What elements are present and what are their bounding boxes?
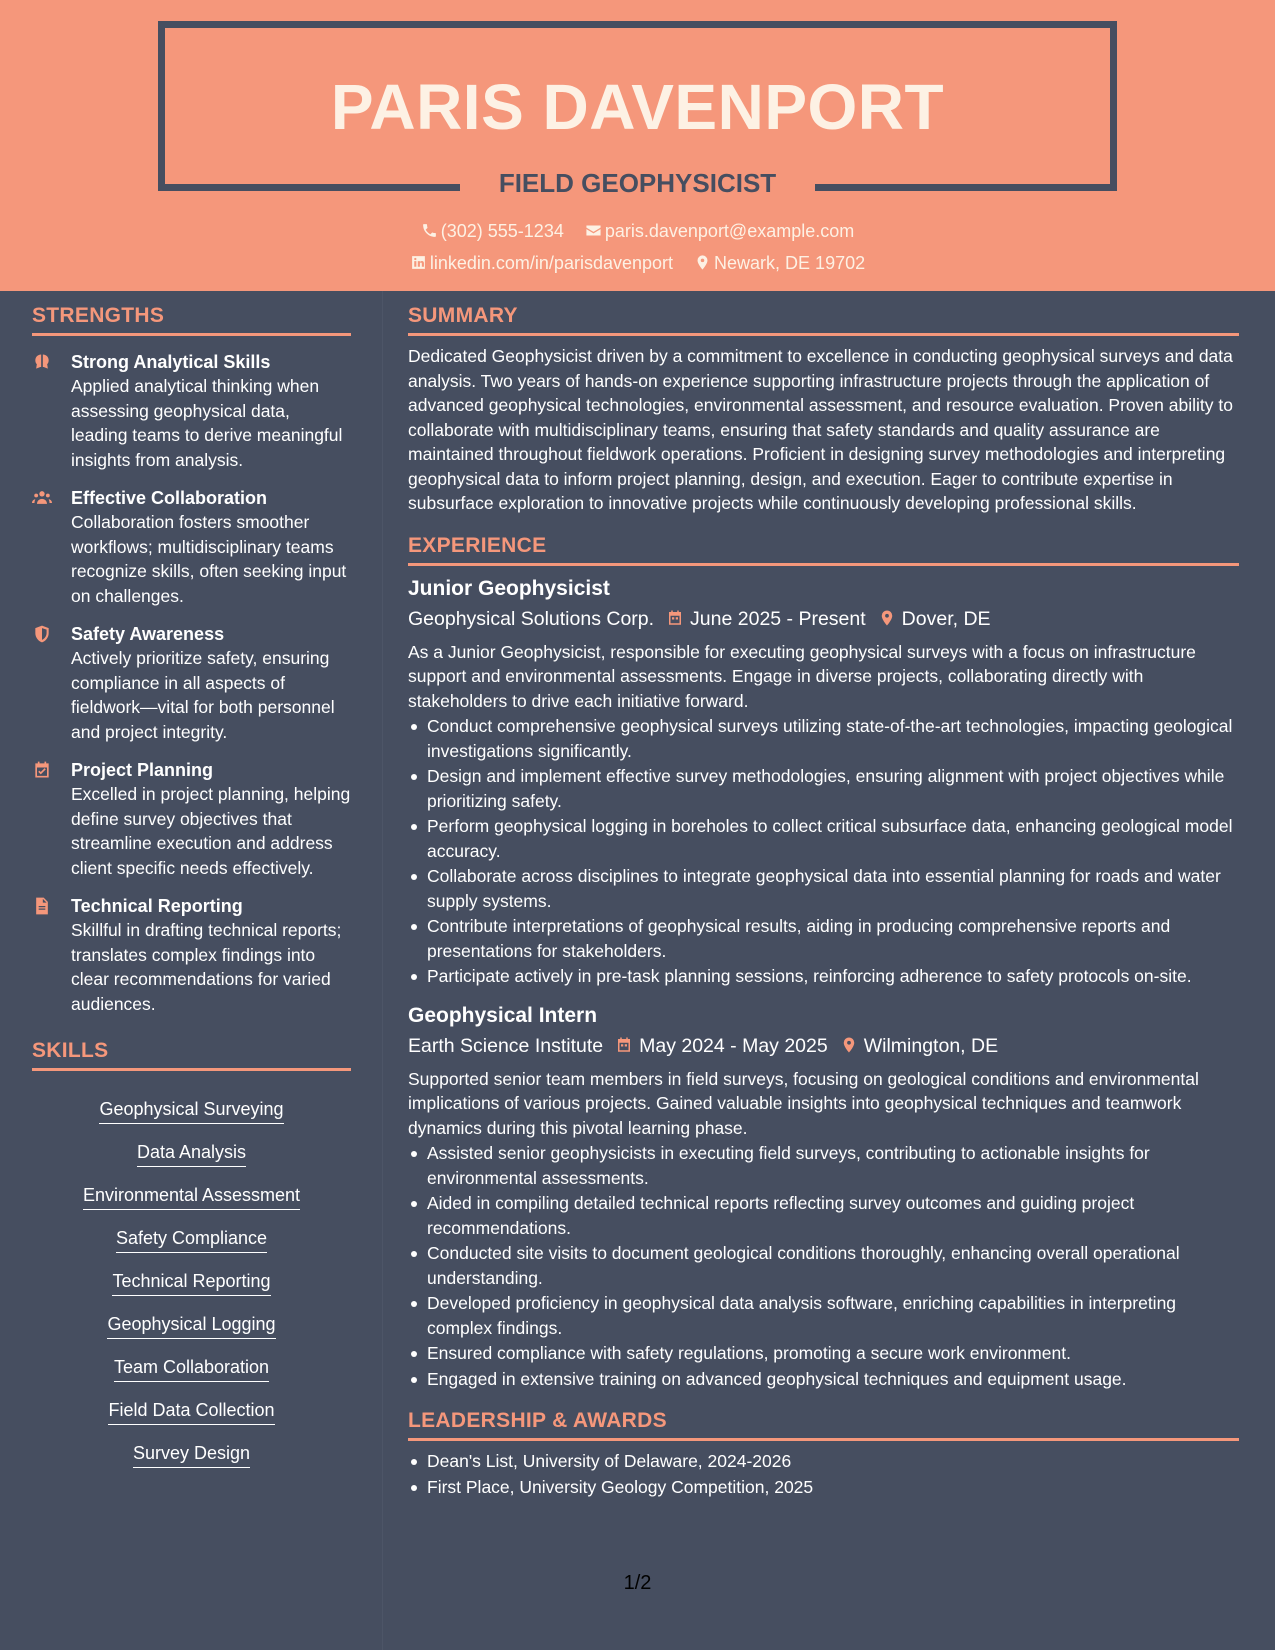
strength-title: Strong Analytical Skills xyxy=(71,352,271,372)
job-dates: June 2025 - Present xyxy=(690,607,866,630)
job-description: As a Junior Geophysicist, responsible for executing geophysical surveys with a focus on infrastructure support and environmental assessments. Engage in diverse projects, collaborating directly with stakeholders to drive each initiative forward. xyxy=(408,641,1196,711)
job-bullets xyxy=(408,714,1239,989)
strength-item xyxy=(32,758,351,880)
skill-item: Field Data Collection xyxy=(32,1382,351,1425)
job-meta xyxy=(408,1031,1239,1061)
strength-desc: Collaboration fosters smoother workflows; multidisciplinary teams recognize skills, often seeking input on challenges. xyxy=(71,512,347,606)
brain-icon xyxy=(32,352,54,372)
skill-item: Geophysical Logging xyxy=(32,1296,351,1339)
email-text: paris.davenport@example.com xyxy=(604,221,855,241)
strength-title: Project Planning xyxy=(71,760,214,780)
job-meta xyxy=(408,604,1239,634)
column-divider xyxy=(382,291,383,1650)
job-title: FIELD GEOPHYSICIST xyxy=(498,168,777,198)
job-entry xyxy=(408,1001,1239,1392)
job-location: Dover, DE xyxy=(901,607,991,630)
strength-item xyxy=(32,622,351,744)
strength-item xyxy=(32,486,351,608)
experience-heading: EXPERIENCE xyxy=(408,534,1239,566)
list-item: Dean's List, University of Delaware, 2024-2026 xyxy=(408,1449,1239,1474)
calendar-icon xyxy=(615,1036,633,1054)
list-item: Ensured compliance with safety regulations, promoting a secure work environment. xyxy=(408,1341,1239,1366)
people-icon xyxy=(32,488,54,508)
calendar-icon xyxy=(666,609,684,627)
linkedin-text: linkedin.com/in/parisdavenport xyxy=(429,253,674,273)
skills-heading: SKILLS xyxy=(32,1039,351,1071)
strength-title: Technical Reporting xyxy=(71,896,243,916)
skill-item: Technical Reporting xyxy=(32,1253,351,1296)
phone-text: (302) 555-1234 xyxy=(440,221,564,241)
skill-item: Geophysical Surveying xyxy=(32,1081,351,1124)
list-item: Engaged in extensive training on advanced geophysical techniques and equipment usage. xyxy=(408,1367,1239,1392)
list-item: Conduct comprehensive geophysical surveys utilizing state-of-the-art technologies, impacting geological investigations significantly. xyxy=(408,714,1239,763)
job-entry xyxy=(408,574,1239,989)
right-column xyxy=(408,304,1239,1500)
strength-desc: Skillful in drafting technical reports; translates complex findings into clear recommendations for varied audiences. xyxy=(71,920,342,1014)
strengths-heading: STRENGTHS xyxy=(32,304,351,336)
list-item: Developed proficiency in geophysical data analysis software, enriching capabilities in interpreting complex findings. xyxy=(408,1291,1239,1340)
job-role: Geophysical Intern xyxy=(408,1003,598,1027)
location-contact xyxy=(694,253,865,274)
job-company: Earth Science Institute xyxy=(408,1034,604,1057)
summary-heading: SUMMARY xyxy=(408,304,1239,336)
name-frame xyxy=(158,21,1117,191)
job-dates: May 2024 - May 2025 xyxy=(639,1034,828,1057)
email-contact[interactable] xyxy=(585,221,854,242)
phone-contact[interactable] xyxy=(421,221,564,242)
resume-header xyxy=(0,0,1275,291)
job-role: Junior Geophysicist xyxy=(408,576,610,600)
list-item: Assisted senior geophysicists in executing field surveys, contributing to actionable insights for environmental assessments. xyxy=(408,1141,1239,1190)
map-pin-icon xyxy=(840,1036,858,1054)
contact-row-2 xyxy=(0,253,1275,274)
job-bullets xyxy=(408,1141,1239,1391)
phone-icon xyxy=(421,222,438,239)
skill-item: Data Analysis xyxy=(32,1124,351,1167)
list-item: Participate actively in pre-task planning sessions, reinforcing adherence to safety protocols on-site. xyxy=(408,964,1239,989)
shield-icon xyxy=(32,624,54,644)
strength-desc: Applied analytical thinking when assessing geophysical data, leading teams to derive meaningful insights from analysis. xyxy=(71,376,343,470)
strength-title: Safety Awareness xyxy=(71,624,225,644)
map-pin-icon xyxy=(878,609,896,627)
strength-title: Effective Collaboration xyxy=(71,488,268,508)
summary-text: Dedicated Geophysicist driven by a commitment to excellence in conducting geophysical surveys and data analysis. Two years of hands-on experience supporting infrastructure projects through the application of advanced geophysical technologies, environmental assessment, and resource evaluation. Proven ability to collaborate with multidisciplinary teams, ensuring that safety standards and quality assurance are maintained throughout fieldwork operations. Proficient in designing survey methodologies and interpreting geophysical data to inform project planning, design, and execution. Eager to contribute expertise in subsurface exploration to innovative projects while continuously developing professional skills. xyxy=(408,346,1233,513)
strength-desc: Excelled in project planning, helping define survey objectives that streamline execution and address client specific needs effectively. xyxy=(71,784,351,878)
list-item: Contribute interpretations of geophysical results, aiding in producing comprehensive reports and presentations for stakeholders. xyxy=(408,914,1239,963)
contact-row-1 xyxy=(0,221,1275,242)
list-item: Design and implement effective survey methodologies, ensuring alignment with project objectives while prioritizing safety. xyxy=(408,764,1239,813)
strength-item xyxy=(32,350,351,472)
job-description: Supported senior team members in field surveys, focusing on geological conditions and environmental implications of various projects. Gained valuable insights into geophysical techniques and teamwork dynamics during this pivotal learning phase. xyxy=(408,1068,1199,1138)
document-icon xyxy=(32,896,54,916)
list-item: Perform geophysical logging in boreholes to collect critical subsurface data, enhancing geological model accuracy. xyxy=(408,814,1239,863)
map-pin-icon xyxy=(694,254,711,271)
awards-heading: LEADERSHIP & AWARDS xyxy=(408,1409,1239,1441)
skill-item: Environmental Assessment xyxy=(32,1167,351,1210)
list-item: First Place, University Geology Competition, 2025 xyxy=(408,1475,1239,1500)
job-location: Wilmington, DE xyxy=(863,1034,999,1057)
list-item: Collaborate across disciplines to integrate geophysical data into essential planning for roads and water supply systems. xyxy=(408,864,1239,913)
job-company: Geophysical Solutions Corp. xyxy=(408,607,655,630)
skills-list xyxy=(32,1081,351,1468)
location-text: Newark, DE 19702 xyxy=(714,253,866,273)
envelope-icon xyxy=(585,222,602,239)
linkedin-icon xyxy=(410,254,427,271)
calendar-check-icon xyxy=(32,760,54,780)
page-number: 1/2 xyxy=(623,1572,652,1594)
skill-item: Team Collaboration xyxy=(32,1339,351,1382)
candidate-name: PARIS DAVENPORT xyxy=(330,71,945,143)
strength-desc: Actively prioritize safety, ensuring compliance in all aspects of fieldwork—vital for both personnel and project integrity. xyxy=(71,648,335,742)
strength-item xyxy=(32,894,351,1016)
list-item: Aided in compiling detailed technical reports reflecting survey outcomes and guiding project recommendations. xyxy=(408,1191,1239,1240)
linkedin-contact[interactable] xyxy=(410,253,673,274)
skill-item: Survey Design xyxy=(32,1425,351,1468)
awards-list xyxy=(408,1449,1239,1499)
list-item: Conducted site visits to document geological conditions thoroughly, enhancing overall operational understanding. xyxy=(408,1241,1239,1290)
left-column xyxy=(32,304,351,1468)
skill-item: Safety Compliance xyxy=(32,1210,351,1253)
